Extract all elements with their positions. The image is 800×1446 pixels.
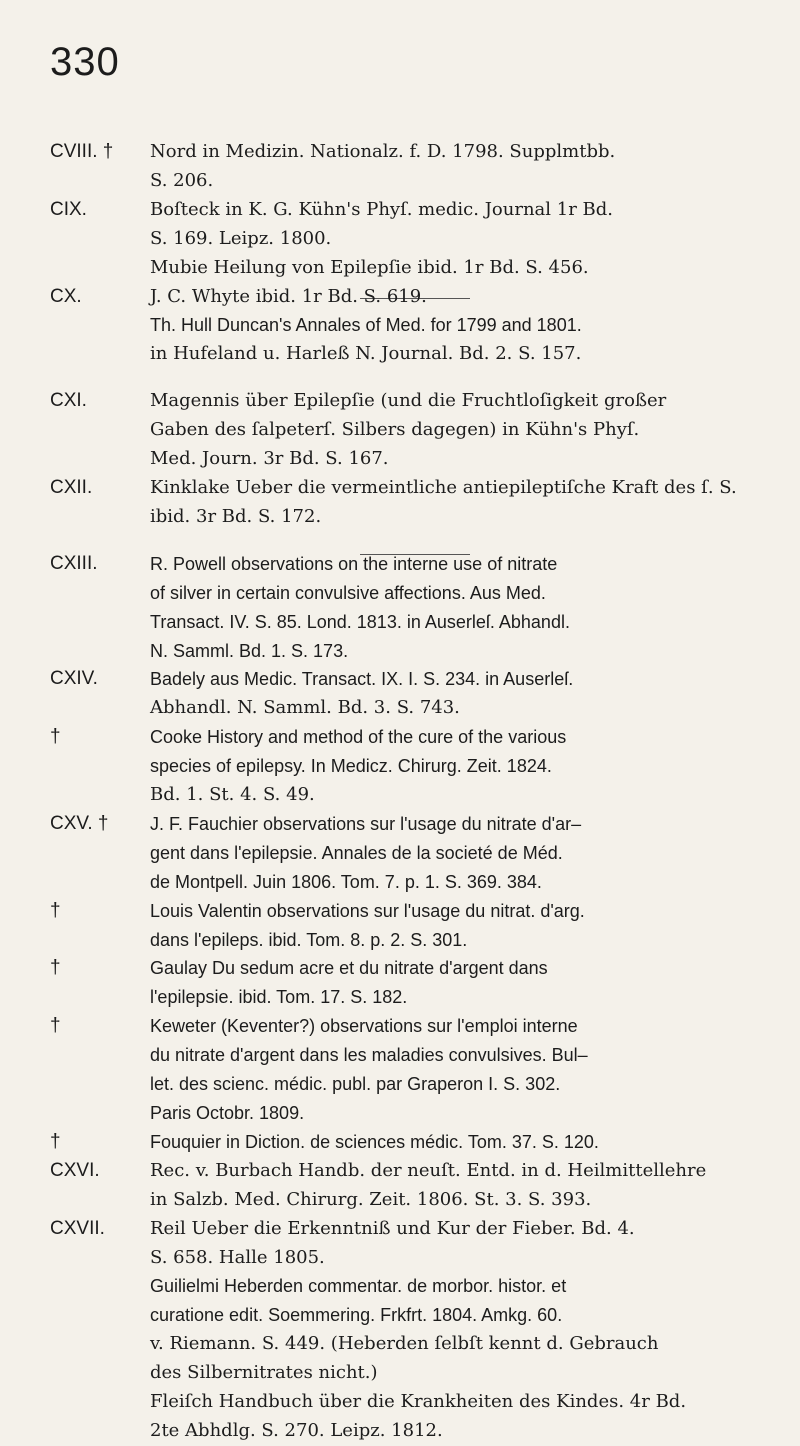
entry-line: Cooke History and method of the cure of the various bbox=[150, 727, 567, 748]
entry-line: Reil Ueber die Erkenntniß und Kur der Fieber. Bd. 4. bbox=[150, 1217, 635, 1239]
entry-line: let. des scienc. médic. publ. par Graperon I. S. 302. bbox=[150, 1074, 561, 1095]
entry-line: Rec. v. Burbach Handb. der neuſt. Entd. in d. Heilmittellehre bbox=[150, 1159, 707, 1181]
entry-line: ibid. 3r Bd. S. 172. bbox=[150, 505, 322, 527]
entry-label: CX. bbox=[50, 285, 82, 307]
reference-entry bbox=[50, 1128, 770, 1157]
entry-line: S. 206. bbox=[150, 169, 214, 191]
entry-line: species of epilepsy. In Medicz. Chirurg. Zeit. 1824. bbox=[150, 756, 552, 777]
entry-label: CXVI. bbox=[50, 1159, 100, 1181]
entry-line: gent dans l'epilepsie. Annales de la societé de Méd. bbox=[150, 842, 563, 863]
entry-line: in Hufeland u. Harleß N. Journal. Bd. 2. S. 157. bbox=[150, 343, 582, 365]
entry-line: v. Riemann. S. 449. (Heberden ſelbſt kennt d. Gebrauch bbox=[150, 1333, 659, 1355]
entry-line: Paris Octobr. 1809. bbox=[150, 1103, 305, 1123]
entry-line: Transact. IV. S. 85. Lond. 1813. in Auserleſ. Abhandl. bbox=[150, 611, 570, 632]
entry-line: in Salzb. Med. Chirurg. Zeit. 1806. St. 3. S. 393. bbox=[150, 1188, 592, 1210]
entry-label: CVIII. † bbox=[50, 141, 114, 162]
reference-entry bbox=[50, 1012, 770, 1128]
entry-line: Badely aus Medic. Transact. IX. I. S. 234. in Auserleſ. bbox=[150, 669, 574, 690]
reference-entry bbox=[50, 810, 770, 897]
entry-line: Abhandl. N. Samml. Bd. 3. S. 743. bbox=[150, 697, 460, 719]
entry-line: Bd. 1. St. 4. S. 49. bbox=[150, 784, 315, 806]
entry-line: J. C. Whyte ibid. 1r Bd. S. 619. bbox=[150, 285, 427, 307]
reference-entry bbox=[50, 1157, 770, 1215]
entry-line: Fleiſch Handbuch über die Krankheiten des Kindes. 4r Bd. bbox=[150, 1391, 687, 1413]
reference-entry bbox=[50, 723, 770, 810]
entry-line: Nord in Medizin. Nationalz. f. D. 1798. Supplmtbb. bbox=[150, 141, 616, 162]
reference-entry bbox=[50, 283, 770, 370]
entry-label: CXVII. bbox=[50, 1217, 105, 1239]
entry-line: R. Powell observations on the interne use of nitrate bbox=[150, 553, 558, 574]
entry-line: Keweter (Keventer?) observations sur l'emploi interne bbox=[150, 1016, 578, 1037]
entry-label: † bbox=[50, 899, 61, 921]
entry-line: des Silbernitrates nicht.) bbox=[150, 1362, 378, 1384]
entry-line: de Montpell. Juin 1806. Tom. 7. p. 1. S. 369. 384. bbox=[150, 871, 542, 892]
reference-entry bbox=[50, 474, 770, 532]
entry-line: curatione edit. Soemmering. Frkfrt. 1804. Amkg. 60. bbox=[150, 1305, 563, 1326]
entry-line: Guilielmi Heberden commentar. de morbor. histor. et bbox=[150, 1276, 567, 1297]
entry-label: CXV. † bbox=[50, 812, 109, 834]
entry-label: † bbox=[50, 726, 61, 748]
entry-line: l'epilepsie. ibid. Tom. 17. S. 182. bbox=[150, 987, 408, 1008]
entry-line: Magennis über Epilepſie (und die Fruchtloſigkeit großer bbox=[150, 390, 667, 412]
entry-line: Gaulay Du sedum acre et du nitrate d'argent dans bbox=[150, 958, 548, 979]
entry-label: CXI. bbox=[50, 390, 87, 412]
entry-line: of silver in certain convulsive affections. Aus Med. bbox=[150, 582, 546, 603]
entry-label: CXII. bbox=[50, 476, 93, 498]
entry-line: Mubie Heilung von Epilepſie ibid. 1r Bd. S. 456. bbox=[150, 256, 589, 278]
entry-line: J. F. Fauchier observations sur l'usage du nitrate d'ar– bbox=[150, 813, 582, 834]
reference-entry bbox=[50, 665, 770, 723]
entry-label: CXIII. bbox=[50, 552, 98, 574]
reference-entry bbox=[50, 387, 770, 474]
reference-entry bbox=[50, 954, 770, 1012]
page-number: 330 bbox=[50, 40, 120, 84]
entry-line: Med. Journ. 3r Bd. S. 167. bbox=[150, 448, 389, 470]
entry-line: 2te Abhdlg. S. 270. Leipz. 1812. bbox=[150, 1419, 443, 1441]
reference-entry bbox=[50, 196, 770, 283]
entry-line: Boſteck in K. G. Kühn's Phyſ. medic. Journal 1r Bd. bbox=[150, 198, 614, 220]
entry-line: N. Samml. Bd. 1. S. 173. bbox=[150, 640, 349, 661]
reference-entry bbox=[50, 550, 770, 666]
entry-line: Gaben des ſalpeterſ. Silbers dagegen) in Kühn's Phyſ. bbox=[150, 419, 640, 441]
entry-line: Louis Valentin observations sur l'usage du nitrat. d'arg. bbox=[150, 900, 585, 921]
entry-line: dans l'epileps. ibid. Tom. 8. p. 2. S. 301. bbox=[150, 929, 468, 950]
entry-label: † bbox=[50, 1015, 61, 1037]
reference-entry bbox=[50, 138, 770, 196]
entry-line: S. 169. Leipz. 1800. bbox=[150, 227, 332, 249]
entry-line: Fouquier in Diction. de sciences médic. Tom. 37. S. 120. bbox=[150, 1131, 599, 1152]
reference-list bbox=[50, 138, 770, 1446]
entry-label: † bbox=[50, 1130, 61, 1152]
entry-label: CIX. bbox=[50, 198, 87, 220]
entry-line: Kinklake Ueber die vermeintliche antiepileptiſche Kraft des ſ. S. bbox=[150, 476, 737, 498]
reference-entry bbox=[50, 897, 770, 955]
entry-line: S. 658. Halle 1805. bbox=[150, 1246, 325, 1268]
entry-line: du nitrate d'argent dans les maladies convulsives. Bul– bbox=[150, 1045, 588, 1066]
entry-line: Th. Hull Duncan's Annales of Med. for 1799 and 1801. bbox=[150, 315, 582, 336]
entry-label: CXIV. bbox=[50, 668, 98, 690]
entry-label: † bbox=[50, 957, 61, 979]
reference-entry bbox=[50, 1215, 770, 1446]
